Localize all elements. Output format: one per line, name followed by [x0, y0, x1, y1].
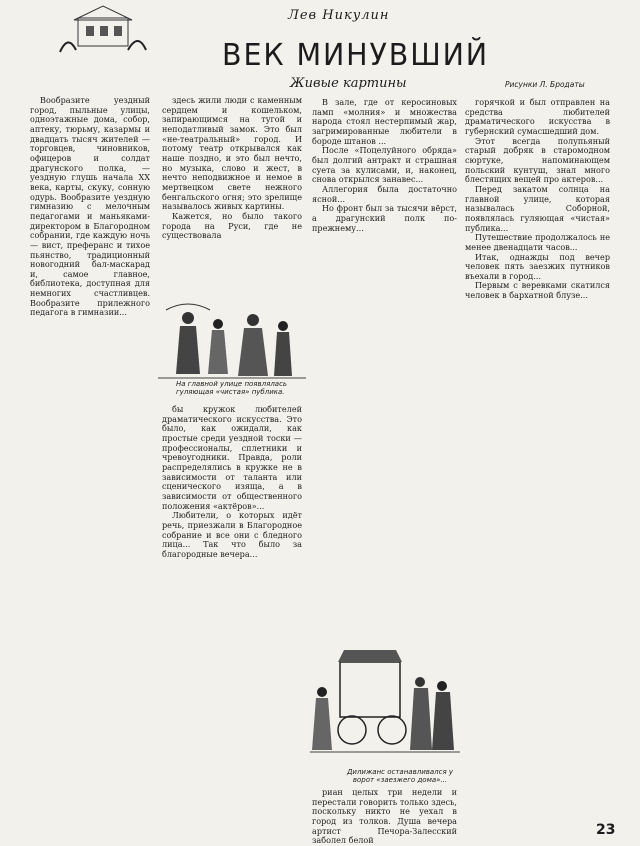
column-3 — [312, 98, 457, 618]
header-illustration — [58, 4, 148, 54]
column-3-bottom — [312, 787, 457, 846]
column-2-top — [162, 96, 302, 296]
paragraph: Перед закатом солнца на главной улице, которая называлась Соборной, появлялась гуляющая «чистая» публика... — [465, 183, 610, 233]
paragraph: Этот всегда полупьяный старый добряк в старомодном сюртуке, напоминающем польский кунтуш, знал много блестящих вещей про актеров... — [465, 135, 610, 185]
paragraph: Аллегория была достаточно ясной... — [312, 183, 457, 204]
article-title: ВЕК МИНУВШИЙ — [222, 38, 490, 73]
paragraph: здесь жили люди с каменным сердцем и кошельком, запирающимся на тугой и неподатливый замок. Это был «не-театральный» город. И потому театр открывался как наше поздно, и это был нечто, но музыка, слово и жест, в нечто неподвижное и немое в мертвецком свете нежного бенгальского огня; это зрелище называлось живых картины. — [162, 95, 302, 212]
column-4 — [465, 98, 610, 826]
article-subtitle: Живые картины — [290, 76, 407, 91]
paragraph: бы кружок любителей драматического искусства. Это было, как ожидали, как простые среди уездной тоски — профессионалы, сплетники и чревоугодники. Правда, роли распределялись в кружке не в зависимости от таланта или сценического изяща, а в зависимости от общественного положения «актёров»... — [162, 404, 302, 511]
author-name: Лев Никулин — [288, 8, 390, 23]
paragraph: В зале, где от керосиновых ламп «молния» и множества народа стоял нестерпимый жар, загримированные любители в бороде штанов ... — [312, 97, 457, 146]
paragraph: После «Поцелуйного обряда» был долгий антракт и страшная суета за кулисами, и, наконец, снова открылся занавес... — [312, 145, 457, 185]
illustration-caption: На главной улице появлялась гуляющая «чистая» публика. — [176, 380, 288, 396]
paragraph: Любители, о которых идёт речь, приезжали в Благородное собрание и все они с бледного лица... Так что было за благородные вечера... — [162, 510, 302, 559]
street-walkers-illustration — [158, 296, 306, 386]
illustration-caption: Дилижанс останавливался у ворот «заезжего дома»... — [346, 768, 454, 784]
paragraph: риан целых три недели и перестали говорить только здесь, поскольку никто не уехал в город из толков. Душа вечера артист Печора-Залесский заболел белой — [312, 787, 457, 846]
paragraph: Но фронт был за тысячи вёрст, а драгунский полк по-прежнему... — [312, 203, 457, 233]
paragraph: Вообразите уездный город, пыльные улицы, одноэтажные дома, собор, аптеку, тюрьму, казармы и двадцать тысяч жителей — торговцев, чиновников, офицеров и солдат драгунского полка, — уездную глушь начала XX века, карты, скуку, сонную одурь. Вообразите уездную гимназию с мелочным педагогами и маньяками-директором в Благородном собрании, где каждую ночь — вист, преферанс и тихое пьянство, традиционный новогодний бал-маскарад и, самое главное, библиотека, доступная для немногих счастливцев. Вообразите прилежного педагога в гимназии... — [30, 95, 150, 318]
illustration-credit: Рисунки Л. Бродаты — [505, 80, 585, 89]
paragraph: горячкой и был отправлен на средства любителей драматического искусства в губернский сумасшедший дом. — [465, 97, 610, 136]
paragraph: Путешествие продолжалось не менее двенадцати часов... — [465, 232, 610, 252]
page-number: 23 — [596, 822, 616, 838]
column-2-bottom — [162, 405, 302, 825]
paragraph: Кажется, но было такого города на Руси, где не существовала — [162, 210, 302, 241]
stagecoach-illustration — [310, 622, 460, 762]
paragraph: Итак, однажды под вечер человек пять заезжих путников въехали в город... — [465, 251, 610, 281]
column-1 — [30, 96, 150, 824]
paragraph: Первым с веревками скатился человек в бархатной блузе... — [465, 280, 610, 301]
